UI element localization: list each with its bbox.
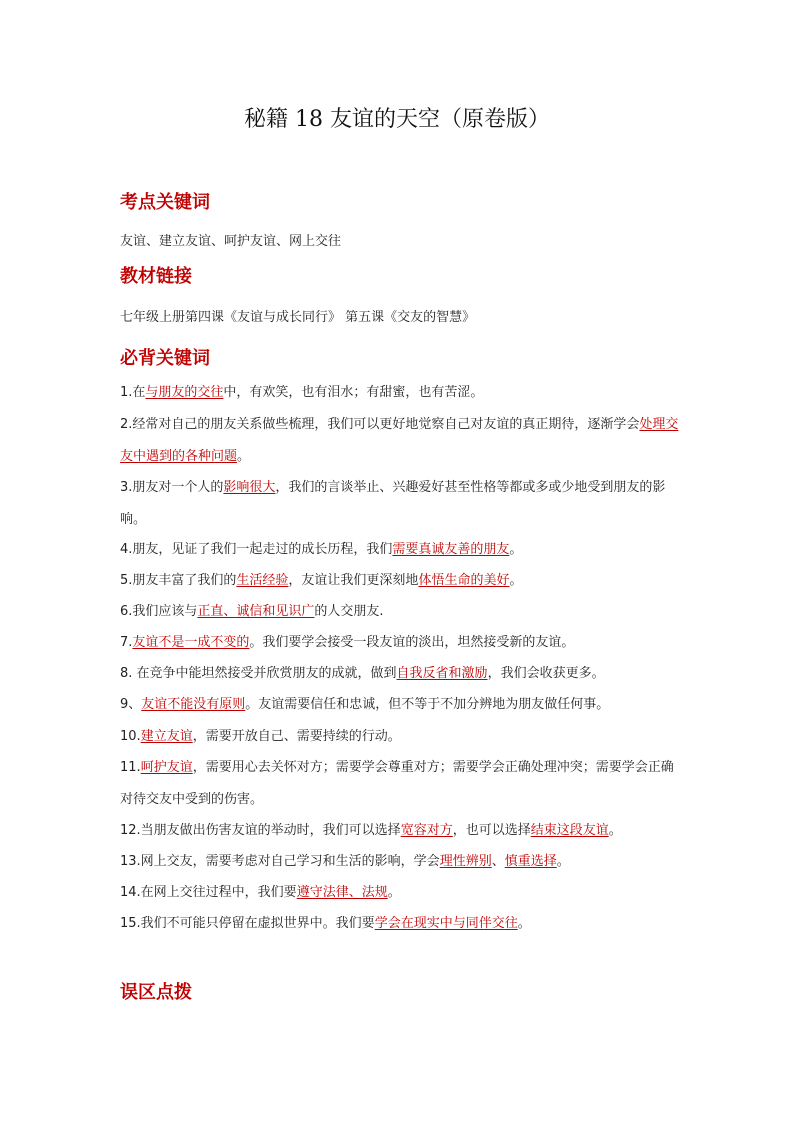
point-text: 12.当朋友做出伤害友谊的举动时，我们可以选择 (120, 823, 401, 838)
point-4 (120, 534, 680, 566)
point-11 (120, 752, 680, 816)
point-text: 11. (120, 760, 141, 775)
point-text: 中，有欢笑，也有泪水；有甜蜜，也有苦涩。 (223, 385, 484, 400)
point-10 (120, 721, 680, 753)
point-text: 10. (120, 729, 141, 744)
point-9 (120, 689, 680, 721)
point-text: 9、 (120, 697, 142, 712)
point-text: ，需要开放自己、需要持续的行动。 (192, 729, 401, 744)
key-phrase: 慎重选择 (504, 854, 557, 869)
key-phrase: 友谊不能没有原则 (141, 697, 246, 712)
point-text: 。 (387, 885, 401, 900)
point-6 (120, 596, 680, 628)
point-text: 3.朋友对一个人的 (120, 480, 224, 495)
point-text: 2.经常对自己的朋友关系做些梳理，我们可以更好地觉察自己对友谊的真正期待，逐渐学会 (120, 417, 640, 432)
document-title: 秘籍 18 友谊的天空（原卷版） (244, 107, 550, 132)
key-phrase: 生活经验 (236, 573, 289, 588)
point-15 (120, 908, 680, 940)
key-phrase: 与朋友的交往 (145, 385, 224, 400)
key-phrase: 遵守法律、法规 (296, 885, 388, 900)
key-phrase: 处理交友中遇到的各种问题 (120, 417, 679, 464)
point-text: 。友谊需要信任和忠诚，但不等于不加分辨地为朋友做任何事。 (245, 697, 610, 712)
keywords-text: 友谊、建立友谊、呵护友谊、网上交往 (120, 234, 342, 249)
key-phrase: 宽容对方 (400, 823, 453, 838)
key-phrase: 体悟生命的美好 (418, 573, 510, 588)
point-3 (120, 472, 680, 536)
point-text: 的人交朋友. (314, 604, 384, 619)
point-text: 。 (517, 916, 531, 931)
memorize-heading: 必背关键词 (120, 348, 210, 369)
point-text: 。 (556, 854, 570, 869)
point-text: 8. 在竞争中能坦然接受并欣赏朋友的成就，做到 (120, 666, 397, 681)
keywords-heading: 考点关键词 (120, 192, 210, 213)
key-phrase: 友谊不是一成不变的 (132, 635, 250, 650)
point-text: 13.网上交友，需要考虑对自己学习和生活的影响，学会 (120, 854, 440, 869)
point-text: 。 (608, 823, 622, 838)
point-12 (120, 815, 680, 847)
key-phrase: 建立友谊 (140, 729, 193, 744)
point-text: ，我们会收获更多。 (487, 666, 605, 681)
key-phrase: 正直、诚信和见识广 (197, 604, 315, 619)
point-text: 14.在网上交往过程中，我们要 (120, 885, 297, 900)
point-8 (120, 658, 680, 690)
key-phrase: 学会在现实中与同伴交往 (374, 916, 518, 931)
point-text: 。 (509, 542, 523, 557)
point-text: 7. (120, 635, 133, 650)
point-text: 。我们要学会接受一段友谊的淡出，坦然接受新的友谊。 (249, 635, 575, 650)
textbook-text: 七年级上册第四课《友谊与成长同行》 第五课《交友的智慧》 (120, 310, 476, 325)
misconceptions-heading: 误区点拨 (120, 982, 192, 1003)
point-text: ，友谊让我们更深刻地 (288, 573, 419, 588)
point-text: 5.朋友丰富了我们的 (120, 573, 237, 588)
point-14 (120, 877, 680, 909)
key-phrase: 需要真诚友善的朋友 (392, 542, 510, 557)
point-text: 、 (491, 854, 505, 869)
point-text: 。 (509, 573, 523, 588)
point-text: ，需要用心去关怀对方；需要学会尊重对方；需要学会正确处理冲突；需要学会正确对待交友中受到的伤害。 (120, 760, 674, 807)
point-text: ，也可以选择 (452, 823, 531, 838)
point-1 (120, 377, 680, 409)
key-phrase: 自我反省和激励 (396, 666, 488, 681)
point-text: 1.在 (120, 385, 146, 400)
point-2 (120, 409, 680, 473)
key-phrase: 结束这段友谊 (530, 823, 609, 838)
point-text: ，我们的言谈举止、兴趣爱好甚至性格等都或多或少地受到朋友的影响。 (120, 480, 666, 527)
point-text: 4.朋友，见证了我们一起走过的成长历程，我们 (120, 542, 393, 557)
textbook-heading: 教材链接 (120, 266, 192, 287)
key-phrase: 影响很大 (223, 480, 276, 495)
point-text: 6.我们应该与 (120, 604, 198, 619)
point-5 (120, 565, 680, 597)
key-phrase: 呵护友谊 (140, 760, 193, 775)
point-text: 15.我们不可能只停留在虚拟世界中。我们要 (120, 916, 375, 931)
point-7 (120, 627, 680, 659)
key-phrase: 理性辨别 (439, 854, 492, 869)
point-13 (120, 846, 680, 878)
point-text: 。 (237, 449, 251, 464)
